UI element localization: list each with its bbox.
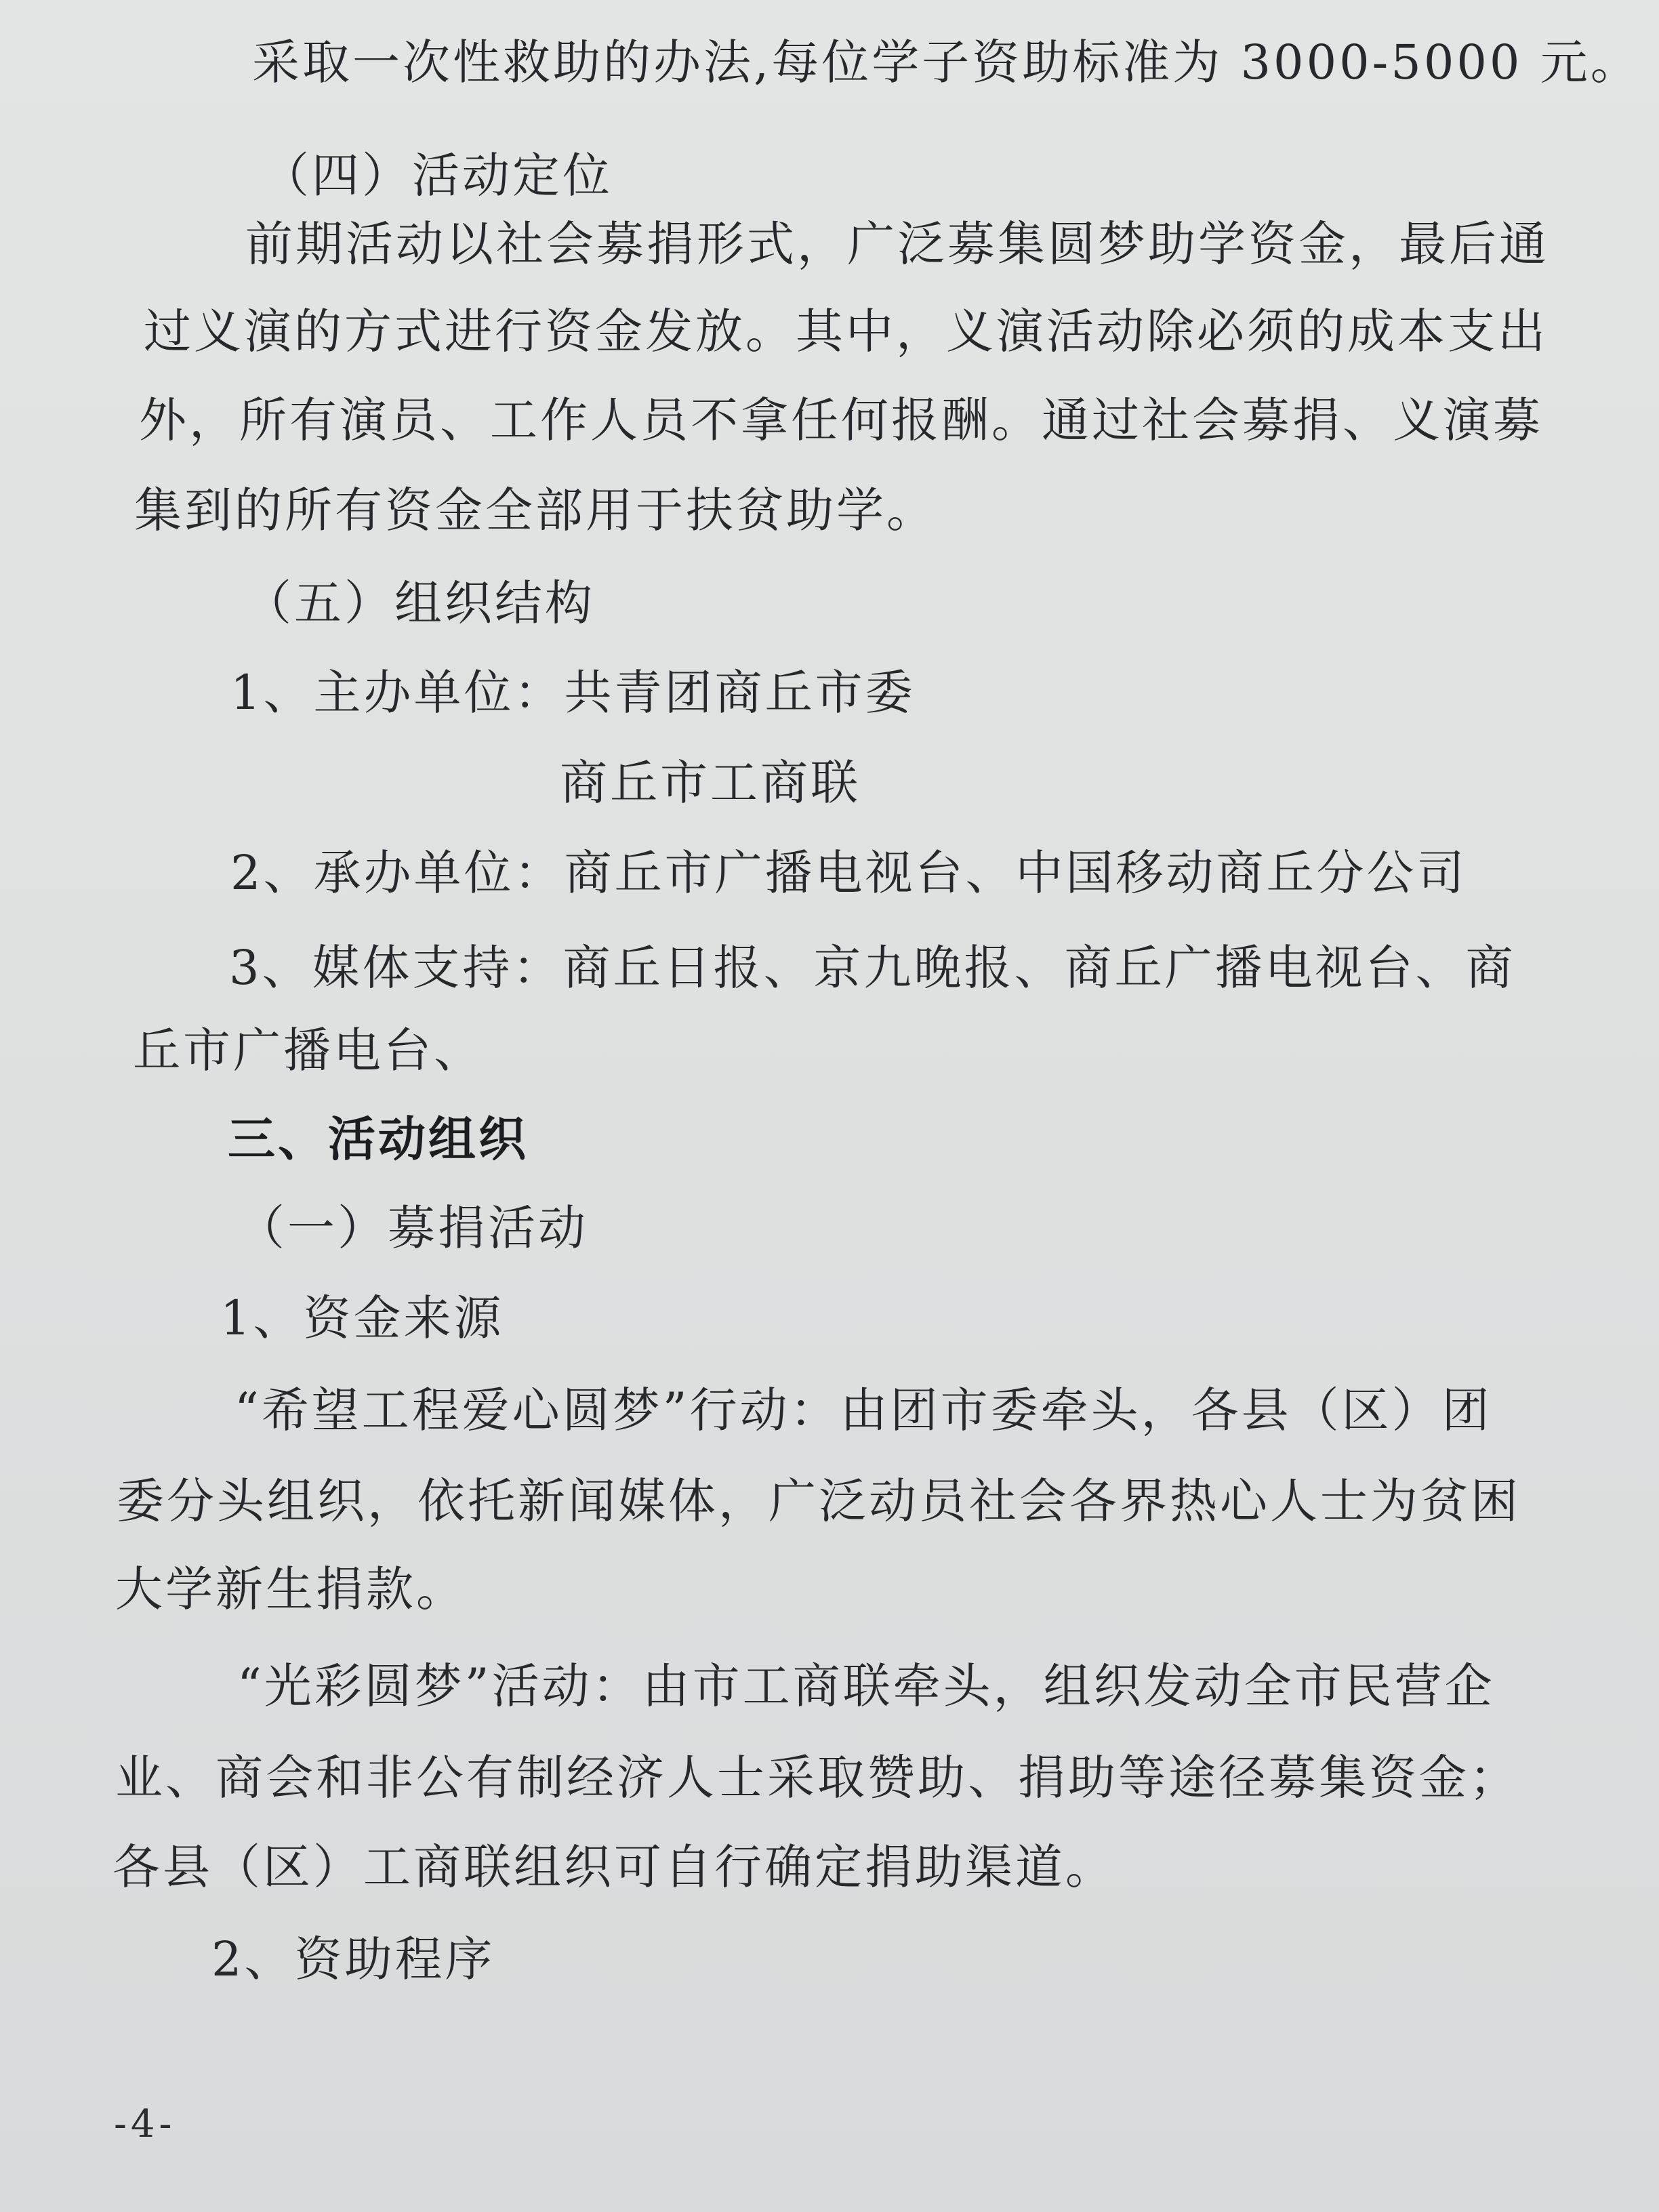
subheading-fund-source: 1、资金来源 [220, 1290, 504, 1346]
text-line-fundraising-3: 外，所有演员、工作人员不拿任何报酬。通过社会募捐、义演募 [139, 392, 1543, 448]
text-line-glory-dream-2: 业、商会和非公有制经济人士采取赞助、捐助等途径募集资金； [115, 1750, 1519, 1805]
text-line-host-unit: 1、主办单位：共青团商丘市委 [230, 665, 916, 720]
section-heading-donation-activity: （一）募捐活动 [237, 1200, 588, 1256]
text-line-fundraising-4: 集到的所有资金全部用于扶贫助学。 [134, 483, 937, 538]
text-line-organizer: 2、承办单位：商丘市广播电视台、中国移动商丘分公司 [230, 845, 1467, 901]
text-line-host-unit-2: 商丘市工商联 [560, 755, 861, 811]
section-heading-activity-positioning: （四）活动定位 [262, 148, 613, 203]
text-line-fundraising-2: 过义演的方式进行资金发放。其中，义演活动除必须的成本支出 [144, 304, 1548, 359]
text-line-media-support: 3、媒体支持：商丘日报、京九晚报、商丘广播电视台、商 [229, 940, 1516, 996]
chapter-heading-activity-organization: 三、活动组织 [228, 1111, 529, 1167]
subheading-funding-procedure: 2、资助程序 [211, 1931, 495, 1987]
text-line-hope-project-1: “希望工程爱心圆梦”行动：由团市委牵头，各县（区）团 [234, 1382, 1492, 1438]
text-line-fundraising-1: 前期活动以社会募捐形式，广泛募集圆梦助学资金，最后通 [245, 216, 1549, 272]
page-number: -4- [114, 2102, 176, 2146]
text-line-glory-dream-1: “光彩圆梦”活动：由市工商联牵头，组织发动全市民营企 [237, 1658, 1495, 1714]
section-heading-organization: （五）组织结构 [244, 575, 595, 631]
text-line-glory-dream-3: 各县（区）工商联组织可自行确定捐助渠道。 [112, 1839, 1115, 1895]
text-line-media-support-2: 丘市广播电台、 [133, 1023, 484, 1078]
text-line-hope-project-2: 委分头组织，依托新闻媒体，广泛动员社会各界热心人士为贫困 [117, 1473, 1521, 1529]
text-line-rescue-method: 采取一次性救助的办法,每位学子资助标准为 3000-5000 元。 [252, 35, 1641, 90]
text-line-hope-project-3: 大学新生捐款。 [115, 1561, 466, 1617]
